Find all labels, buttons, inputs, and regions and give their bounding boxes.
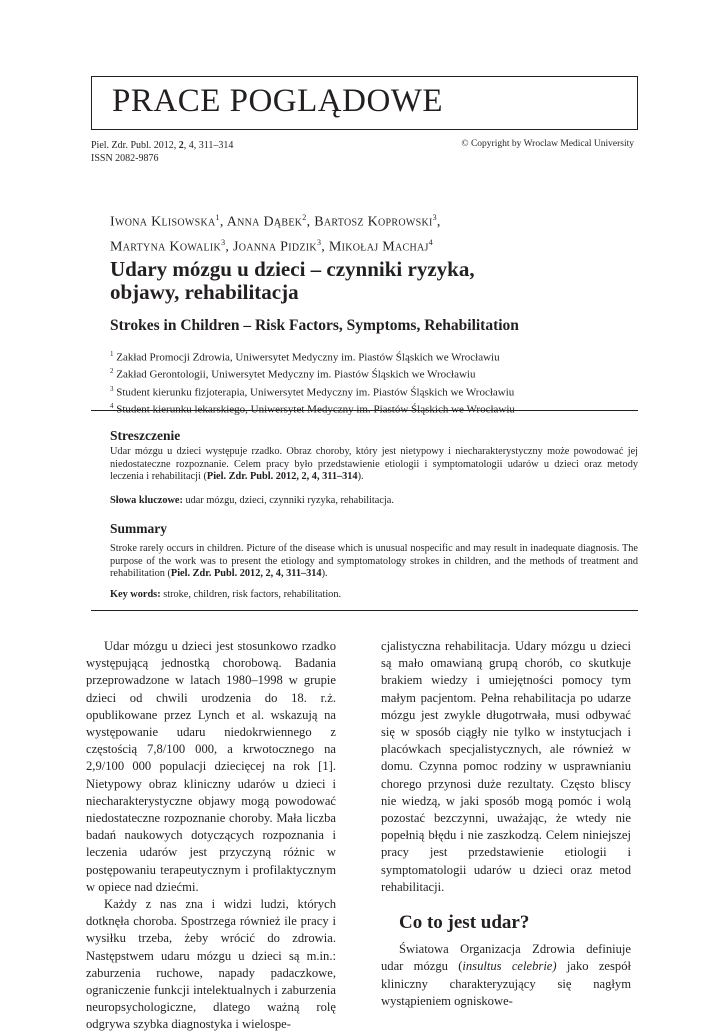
issn: ISSN 2082-9876 bbox=[91, 153, 159, 164]
summary-text bbox=[110, 543, 638, 581]
body-italic-term: insultus celebrie) bbox=[462, 959, 557, 974]
keywords-pl: udar mózgu, dzieci, czynniki ryzyka, rehabilitacja. bbox=[182, 495, 394, 506]
author-sup: 2 bbox=[302, 213, 307, 222]
streszczenie-citation: Piel. Zdr. Publ. 2012, 2, 4, 311–314 bbox=[206, 471, 358, 483]
streszczenie-body: Udar mózgu u dzieci występuje rzadko. Obraz choroby, który jest nietypowy i niecharakterystyczny może powodować jej niedostateczne rozpoznanie. Celem pracy było przedstawienie etiologii i symptomatologii udarów u dzieci oraz metody leczenia i rehabilitacji ( bbox=[110, 446, 638, 483]
pub-volume: 2 bbox=[178, 140, 184, 151]
affiliations bbox=[110, 348, 515, 417]
title-pl-line-2: objawy, rehabilitacja bbox=[110, 280, 299, 304]
author-name: Mikołaj Machaj bbox=[328, 239, 429, 255]
author-sup: 3 bbox=[316, 237, 322, 247]
affiliation-sup: 2 bbox=[110, 367, 114, 376]
affiliation-sup: 3 bbox=[110, 384, 114, 393]
author-line-1: Iwona Klisowska$^1$, Anna Dąbek$^2$, Bartosz Koprowski$^3$, bbox=[110, 213, 441, 230]
affiliation-item bbox=[110, 400, 515, 417]
section-title: PRACE POGLĄDOWE bbox=[112, 83, 444, 119]
author-sup: 3 bbox=[221, 237, 226, 247]
author-name: Bartosz Koprowski bbox=[314, 214, 433, 230]
author-sup: 4 bbox=[428, 237, 434, 247]
pub-line-prefix: Piel. Zdr. Publ. 2012, bbox=[91, 140, 179, 151]
author-sup: 1 bbox=[215, 213, 220, 222]
affiliation-item bbox=[110, 365, 515, 382]
summary-end: ). bbox=[321, 568, 328, 580]
body-paragraph: cjalistyczna rehabilitacja. Udary mózgu u dzieci są mało omawianą grupą chorób, co skutkuje brakiem wiedzy i umiejętności pomocy tym małym pacjentom. Pełna rehabilitacja po udarze mózgu jest zwykle długotrwała, musi odbywać się w sposób ciągły nie tylko w instytucjach i placówkach specjalistycznych, ale również w domu. Czynna pomoc rodziny w usprawnianiu chorego przynosi duże rezultaty. Często bliscy nie wiedzą, w jaki sposób mogą pomóc i wolą pozostać bezczynni, uważając, że wtedy nie popełnią błędu i nie zaszkodzą. Celem niniejszej pracy jest przedstawienie etiologii i symptomatologii udarów u dzieci oraz metod rehabilitacji. bbox=[381, 639, 631, 894]
summary-citation: Piel. Zdr. Publ. 2012, 2, 4, 311–314 bbox=[170, 568, 322, 580]
keywords-label-en: Key words: bbox=[110, 589, 161, 600]
author-line-2: Martyna Kowalik$^3$, Joanna Pidzik$^3$, Mikołaj Machaj$^4$ bbox=[110, 237, 434, 255]
author-name: Martyna Kowalik bbox=[110, 239, 222, 255]
pub-line-suffix: , 4, 311–314 bbox=[183, 140, 234, 151]
author-list bbox=[110, 208, 441, 257]
author-name: Iwona Klisowska bbox=[110, 214, 216, 230]
streszczenie-text bbox=[110, 446, 638, 484]
keywords-label-pl: Słowa kluczowe: bbox=[110, 495, 183, 506]
affiliation-text: Student kierunku lekarskiego, Uniwersytet Medyczny im. Piastów Śląskich we Wrocławiu bbox=[113, 403, 515, 416]
affiliation-text: Student kierunku fizjoterapia, Uniwersytet Medyczny im. Piastów Śląskich we Wrocławiu bbox=[113, 386, 515, 399]
divider-bottom bbox=[91, 610, 638, 611]
copyright: © Copyright by Wroclaw Medical University bbox=[461, 139, 634, 149]
title-pl-line-1: Udary mózgu u dzieci – czynniki ryzyka, bbox=[110, 257, 475, 281]
section-header-box bbox=[91, 76, 638, 130]
body-text: Światowa Organizacja Zdrowia definiuje udar mózgu ( bbox=[381, 942, 631, 974]
keywords-en: stroke, children, risk factors, rehabilitation. bbox=[160, 589, 342, 600]
affiliation-text: Zakład Promocji Zdrowia, Uniwersytet Medyczny im. Piastów Śląskich we Wrocławiu bbox=[113, 351, 500, 364]
author-name: Anna Dąbek bbox=[226, 214, 303, 230]
publication-info bbox=[91, 139, 233, 165]
summary-keywords bbox=[110, 589, 638, 600]
body-paragraph: Udar mózgu u dzieci jest stosunkowo rzadko występującą jednostką chorobową. Badania przeprowadzone w latach 1980–1998 w grupie dzieci od chwili urodzenia do 18. r.ż. opublikowane przez Lynch et al. wskazują na występowanie udaru niedokrwiennego z częstością 7,8/100 000, a krwotocznego na 2,9/100 000 populacji dziecięcej na rok [1]. Nietypowy obraz kliniczny udarów u dzieci i niecharakterystyczne objawy mogą powodować niedostateczne rozpoznanie choroby. Mała liczba badań naukowych dotyczących rozpoznania i leczenia udarów jest przyczyną różnic w postępowaniu terapeutycznym i profilaktycznym w opiece nad dziećmi. bbox=[86, 639, 336, 894]
affiliation-text: Zakład Gerontologii, Uniwersytet Medyczny im. Piastów Śląskich we Wrocławiu bbox=[113, 369, 476, 382]
body-paragraph bbox=[381, 941, 631, 1010]
body-paragraph: Każdy z nas zna i widzi ludzi, których dotknęła choroba. Spostrzega również ile pracy i wysiłku trzeba, żeby wrócić do zdrowia. Następstwem udaru mózgu u dzieci są m.in.: zaburzenia ruchowe, napady padaczkowe, ograniczenie funkcji intelektualnych i zaburzenia neuropsychologiczne, dlatego ważną rolę odgrywa szybka diagnostyka i wielospe- bbox=[86, 897, 336, 1032]
body-column-right bbox=[381, 638, 631, 1010]
summary-heading: Summary bbox=[110, 521, 167, 536]
article-title-pl bbox=[110, 258, 475, 304]
affiliation-item bbox=[110, 348, 515, 365]
summary-body: Stroke rarely occurs in children. Picture of the disease which is unusual nospecific and may result in inadequate diagnosis. The purpose of the work was to present the etiology and symptomatology strokes in children, and the methods of treatment and rehabilitation ( bbox=[110, 543, 638, 580]
affiliation-sup: 4 bbox=[110, 402, 114, 411]
streszczenie-end: ). bbox=[357, 471, 364, 483]
author-sup: 3 bbox=[432, 213, 437, 222]
streszczenie-heading: Streszczenie bbox=[110, 428, 181, 443]
body-text: jako zespół kliniczny charakteryzujący się nagłym wystąpieniem ogniskowe- bbox=[381, 959, 631, 1008]
author-name: Joanna Pidzik bbox=[232, 239, 317, 255]
article-title-en: Strokes in Children – Risk Factors, Symptoms, Rehabilitation bbox=[110, 317, 519, 334]
streszczenie-keywords bbox=[110, 495, 638, 506]
affiliation-sup: 1 bbox=[110, 350, 114, 358]
body-column-left bbox=[86, 638, 336, 1034]
affiliation-item bbox=[110, 383, 515, 400]
section-heading: Co to jest udar? bbox=[399, 912, 530, 934]
divider-top bbox=[91, 410, 638, 411]
